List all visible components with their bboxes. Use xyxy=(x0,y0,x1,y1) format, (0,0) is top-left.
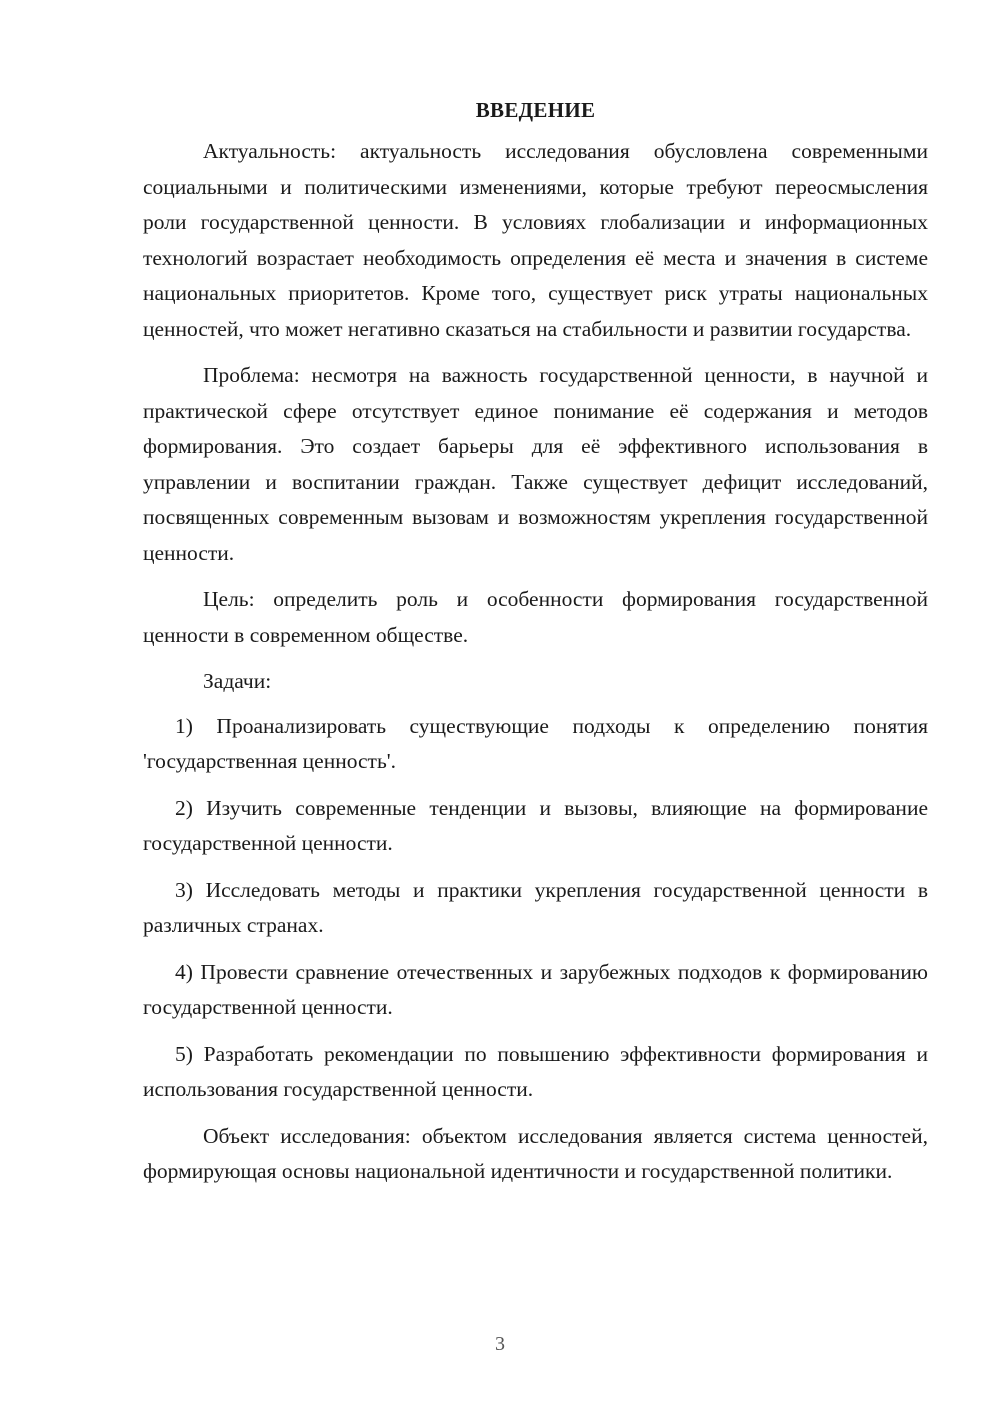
paragraph-problem: Проблема: несмотря на важность государственной ценности, в научной и практической сфере отсутствует единое понимание её содержания и методов формирования. Это создает барьеры для её эффективного использования в управлении и воспитании граждан. Также существует дефицит исследований, посвященных современным вызовам и возможностям укрепления государственной ценности. xyxy=(143,363,928,565)
tasks-list xyxy=(143,709,928,1108)
task-item: 1) Проанализировать существующие подходы к определению понятия 'государственная ценность'. xyxy=(143,713,928,773)
paragraph-goal: Цель: определить роль и особенности формирования государственной ценности в современном обществе. xyxy=(143,587,928,647)
paragraph-tasks-heading: Задачи: xyxy=(203,669,272,693)
task-item: 3) Исследовать методы и практики укрепления государственной ценности в различных странах. xyxy=(143,877,928,937)
document-page xyxy=(143,96,928,1190)
paragraph-relevance: Актуальность: актуальность исследования обусловлена современными социальными и политическими изменениями, которые требуют переосмысления роли государственной ценности. В условиях глобализации и информационных технологий возрастает необходимость определения её места и значения в системе национальных приоритетов. Кроме того, существует риск утраты национальных ценностей, что может негативно сказаться на стабильности и развитии государства. xyxy=(143,139,928,341)
page-number: 3 xyxy=(495,1333,505,1355)
task-item: 5) Разработать рекомендации по повышению эффективности формирования и использования государственной ценности. xyxy=(143,1041,928,1101)
task-item: 4) Провести сравнение отечественных и зарубежных подходов к формированию государственной ценности. xyxy=(143,959,928,1019)
task-item: 2) Изучить современные тенденции и вызовы, влияющие на формирование государственной ценности. xyxy=(143,795,928,855)
paragraph-object: Объект исследования: объектом исследования является система ценностей, формирующая основы национальной идентичности и государственной политики. xyxy=(143,1123,928,1183)
section-title: ВВЕДЕНИЕ xyxy=(475,98,596,122)
